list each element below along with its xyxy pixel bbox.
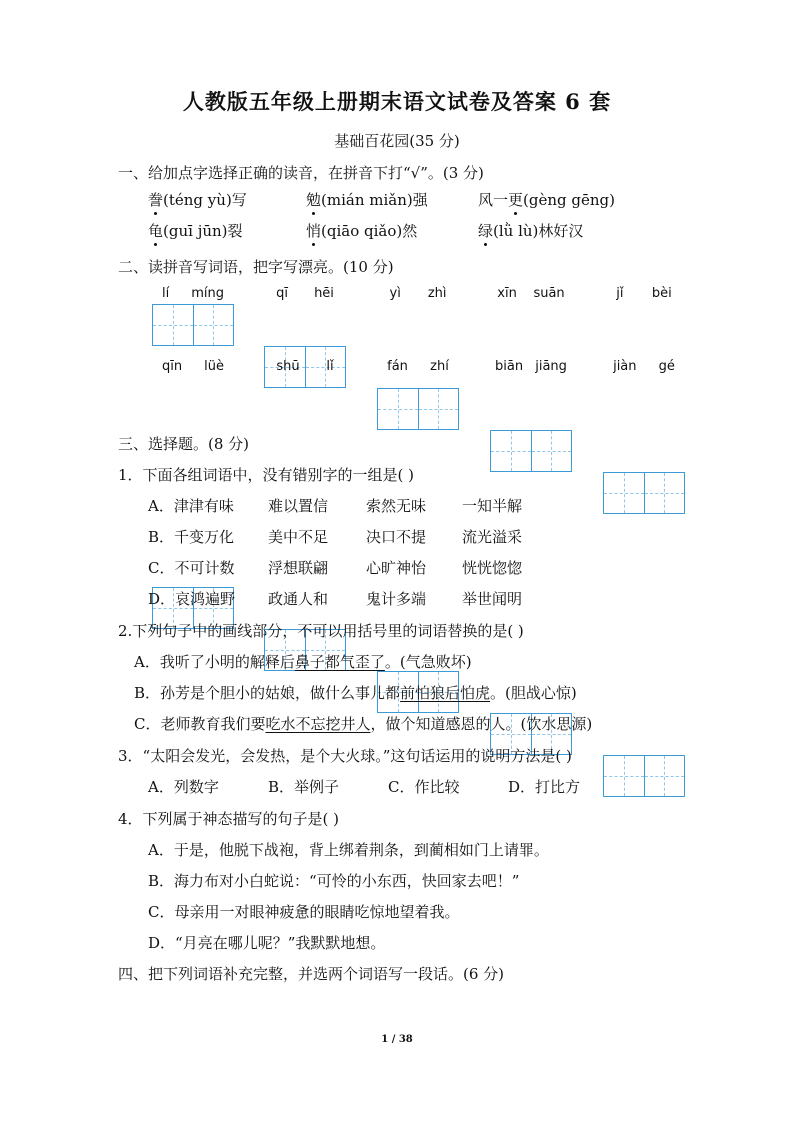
tianzige-cell[interactable]	[378, 389, 418, 429]
s1-heading: 一、给加点字选择正确的读音，在拼音下打“√”。(3 分)	[118, 164, 484, 182]
pinyin-label	[376, 286, 460, 301]
q3-option-d: D．打比方	[508, 778, 581, 796]
tianzige-cell[interactable]	[418, 389, 459, 429]
tianzige-cell[interactable]	[153, 305, 193, 345]
s1-item-5: 悄(qiāo qiǎo)然	[306, 222, 418, 240]
page-number: 1 / 38	[381, 1034, 413, 1045]
q4-option-c: C．母亲用一对眼神疲惫的眼睛吃惊地望着我。	[148, 903, 460, 921]
q1-option-word: 一知半解	[462, 497, 523, 515]
s2-heading: 二、读拼音写词语，把字写漂亮。(10 分)	[118, 258, 394, 276]
writing-grid[interactable]	[152, 304, 234, 346]
section-subtitle: 基础百花园(35 分)	[334, 132, 460, 150]
q1-option-word: 心旷神怡	[366, 559, 427, 577]
q1-option-word: 决口不提	[366, 528, 427, 546]
writing-grid[interactable]	[377, 388, 459, 430]
tianzige-cell[interactable]	[491, 431, 531, 471]
s1-item-1: 誊(téng yù)写	[148, 191, 247, 209]
q4-option-d: D．“月亮在哪儿呢？”我默默地想。	[148, 934, 386, 952]
pinyin-syllable: xīn	[497, 286, 517, 301]
q2-text: 2.下列句子中的画线部分，不可以用括号里的词语替换的是( )	[118, 622, 524, 640]
pinyin-syllable: jiāng	[535, 359, 567, 374]
q4-option-a: A．于是，他脱下战袍，背上绑着荆条，到蔺相如门上请罪。	[148, 841, 549, 859]
page-title: 人教版五年级上册期末语文试卷及答案 6 套	[182, 89, 612, 114]
q1-option-word: C．不可计数	[148, 559, 235, 577]
s1-item-2: 勉(mián miǎn)强	[306, 191, 428, 209]
pinyin-syllable: biān	[495, 359, 524, 374]
pinyin-label	[151, 359, 235, 374]
q1-option-word: 美中不足	[268, 528, 329, 546]
pinyin-syllable: gé	[658, 359, 675, 374]
q3-option-c: C．作比较	[388, 778, 460, 796]
s4-heading: 四、把下列词语补充完整，并选两个词语写一段话。(6 分)	[118, 965, 505, 983]
pinyin-syllable: fán	[387, 359, 408, 374]
pinyin-syllable: lüè	[204, 359, 224, 374]
pinyin-label	[489, 286, 573, 301]
writing-grid[interactable]	[603, 755, 685, 797]
pinyin-label	[602, 359, 686, 374]
tianzige-cell[interactable]	[604, 473, 644, 513]
q3-option-a: A．列数字	[148, 778, 219, 796]
q1-option-word: 举世闻明	[462, 590, 523, 608]
tianzige-cell[interactable]	[644, 756, 685, 796]
q1-option-word: 难以置信	[268, 497, 329, 515]
pinyin-syllable: zhí	[430, 359, 449, 374]
pinyin-syllable: jǐ	[616, 286, 624, 301]
pinyin-syllable: míng	[191, 286, 224, 301]
q4-option-b: B．海力布对小白蛇说：“可怜的小东西，快回家去吧！”	[148, 872, 520, 890]
q2-option-a: A．我听了小明的解释后鼻子都气歪了。(气急败坏)	[134, 653, 472, 671]
tianzige-cell[interactable]	[604, 756, 644, 796]
pinyin-label	[263, 359, 347, 374]
q1-option-word: D．哀鸿遍野	[148, 590, 236, 608]
q1-option-word: 鬼计多端	[366, 590, 427, 608]
pinyin-syllable: lǐ	[326, 359, 334, 374]
writing-grid[interactable]	[490, 430, 572, 472]
q2-option-c: C．老师教育我们要吃水不忘挖井人，做个知道感恩的人。(饮水思源)	[134, 715, 593, 733]
pinyin-syllable: bèi	[651, 286, 672, 301]
s3-heading: 三、选择题。(8 分)	[118, 435, 250, 453]
pinyin-label	[263, 286, 347, 301]
s1-item-4: 龟(guī jūn)裂	[148, 222, 243, 240]
s1-item-6: 绿(lǜ lù)林好汉	[478, 222, 584, 240]
q1-option-word: 索然无味	[366, 497, 427, 515]
pinyin-label	[602, 286, 686, 301]
q1-text: 1．下面各组词语中，没有错别字的一组是( )	[118, 466, 415, 484]
q1-option-word: 流光溢采	[462, 528, 523, 546]
q1-option-word: 浮想联翩	[268, 559, 329, 577]
q1-option-word: 政通人和	[268, 590, 329, 608]
q3-option-b: B．举例子	[268, 778, 340, 796]
tianzige-cell[interactable]	[644, 473, 685, 513]
pinyin-syllable: jiàn	[613, 359, 637, 374]
pinyin-syllable: hēi	[314, 286, 334, 301]
pinyin-label	[376, 359, 460, 374]
writing-grid[interactable]	[603, 472, 685, 514]
pinyin-syllable: yì	[389, 286, 401, 301]
pinyin-syllable: qīn	[162, 359, 183, 374]
tianzige-cell[interactable]	[531, 431, 572, 471]
pinyin-syllable: shū	[276, 359, 300, 374]
q2-option-b: B．孙芳是个胆小的姑娘，做什么事儿都前怕狼后怕虎。(胆战心惊)	[134, 684, 577, 702]
pinyin-syllable: qī	[276, 286, 288, 301]
pinyin-syllable: suān	[533, 286, 565, 301]
q1-option-word: A．津津有味	[148, 497, 234, 515]
s1-item-3: 风一更(gèng gēng)	[478, 191, 615, 209]
q3-text: 3．“太阳会发光，会发热，是个大火球。”这句话运用的说明方法是( )	[118, 747, 572, 765]
q1-option-word: 恍恍惚惚	[462, 559, 523, 577]
pinyin-syllable: zhì	[427, 286, 447, 301]
pinyin-syllable: lí	[161, 286, 170, 301]
pinyin-label	[151, 286, 235, 301]
q1-option-word: B．千变万化	[148, 528, 235, 546]
tianzige-cell[interactable]	[193, 305, 234, 345]
pinyin-label	[489, 359, 573, 374]
q4-text: 4．下列属于神态描写的句子是( )	[118, 810, 340, 828]
